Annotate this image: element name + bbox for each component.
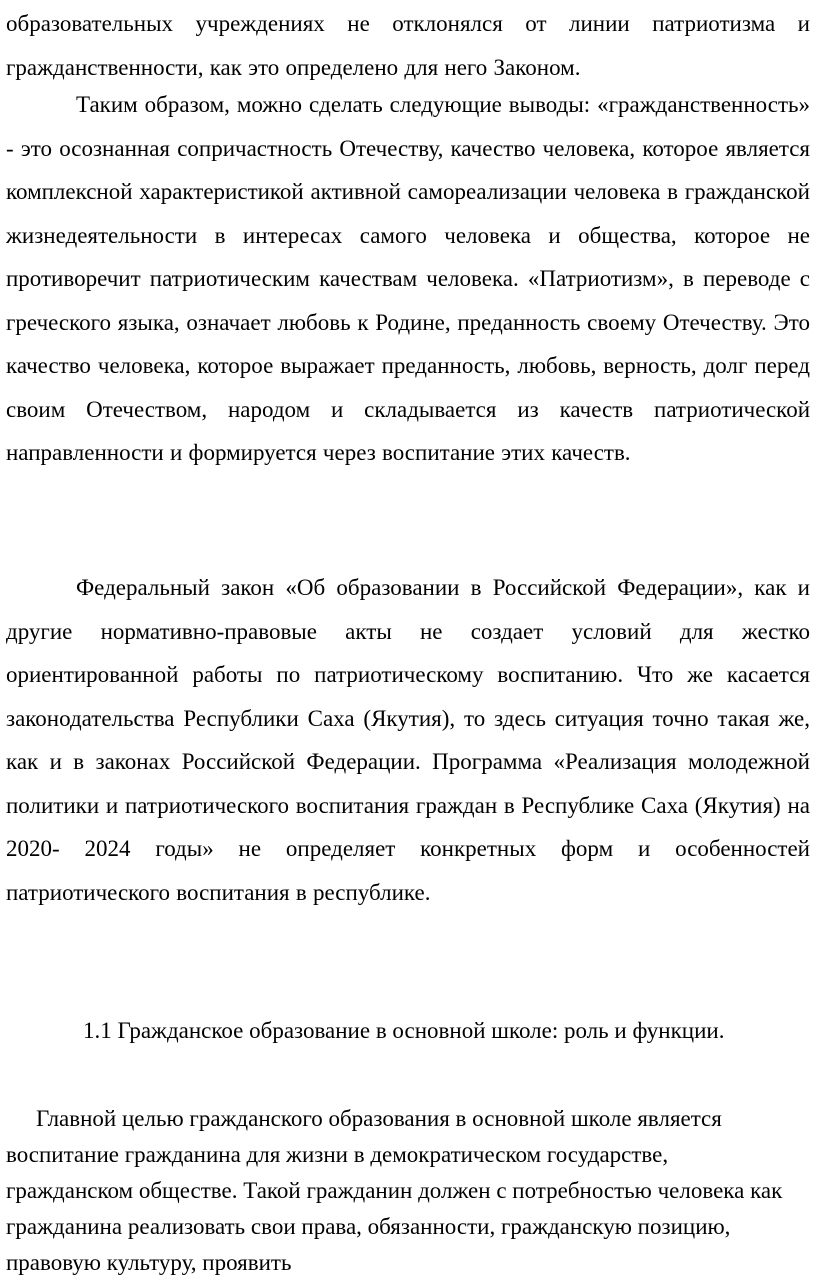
section-heading: 1.1 Гражданское образование в основной школе: роль и функции. <box>83 1018 725 1043</box>
paragraph-conclusions: Таким образом, можно сделать следующие выводы: «гражданственность» - это осознанная сопричастность Отечеству, качество человека, которое является комплексной характеристикой активной самореализации человека в гражданской жизнедеятельности в интересах самого человека и общества, которое не противоречит патриотическим качествам человека. «Патриотизм», в переводе с греческого языка, означает любовь к Родине, преданность своему Отечеству. Это качество человека, которое выражает преданность, любовь, верность, долг перед своим Отечеством, народом и складывается из качеств патриотической направленности и формируется через воспитание этих качеств. <box>6 92 810 465</box>
paragraph-civic-education: Главной целью гражданского образования в основной школе является воспитание гражданина для жизни в демократическом государстве, гражданском обществе. Такой гражданин должен с потребностью человека как гражданина реализовать свои права, обязанности, гражданскую позицию, правовую культуру, проявить <box>6 1106 783 1275</box>
paragraph-continuation: образовательных учреждениях не отклонялся от линии патриотизма и гражданственности, как это определено для него Законом. <box>6 11 810 80</box>
paragraph-federal-law: Федеральный закон «Об образовании в Российской Федерации», как и другие нормативно-правовые акты не создает условий для жестко ориентированной работы по патриотическому воспитанию. Что же касается законодательства Республики Саха (Якутия), то здесь ситуация точно такая же, как и в законах Российской Федерации. Программа «Реализация молодежной политики и патриотического воспитания граждан в Республике Саха (Якутия) на 2020- 2024 годы» не определяет конкретных форм и особенностей патриотического воспитания в республике. <box>6 575 810 905</box>
